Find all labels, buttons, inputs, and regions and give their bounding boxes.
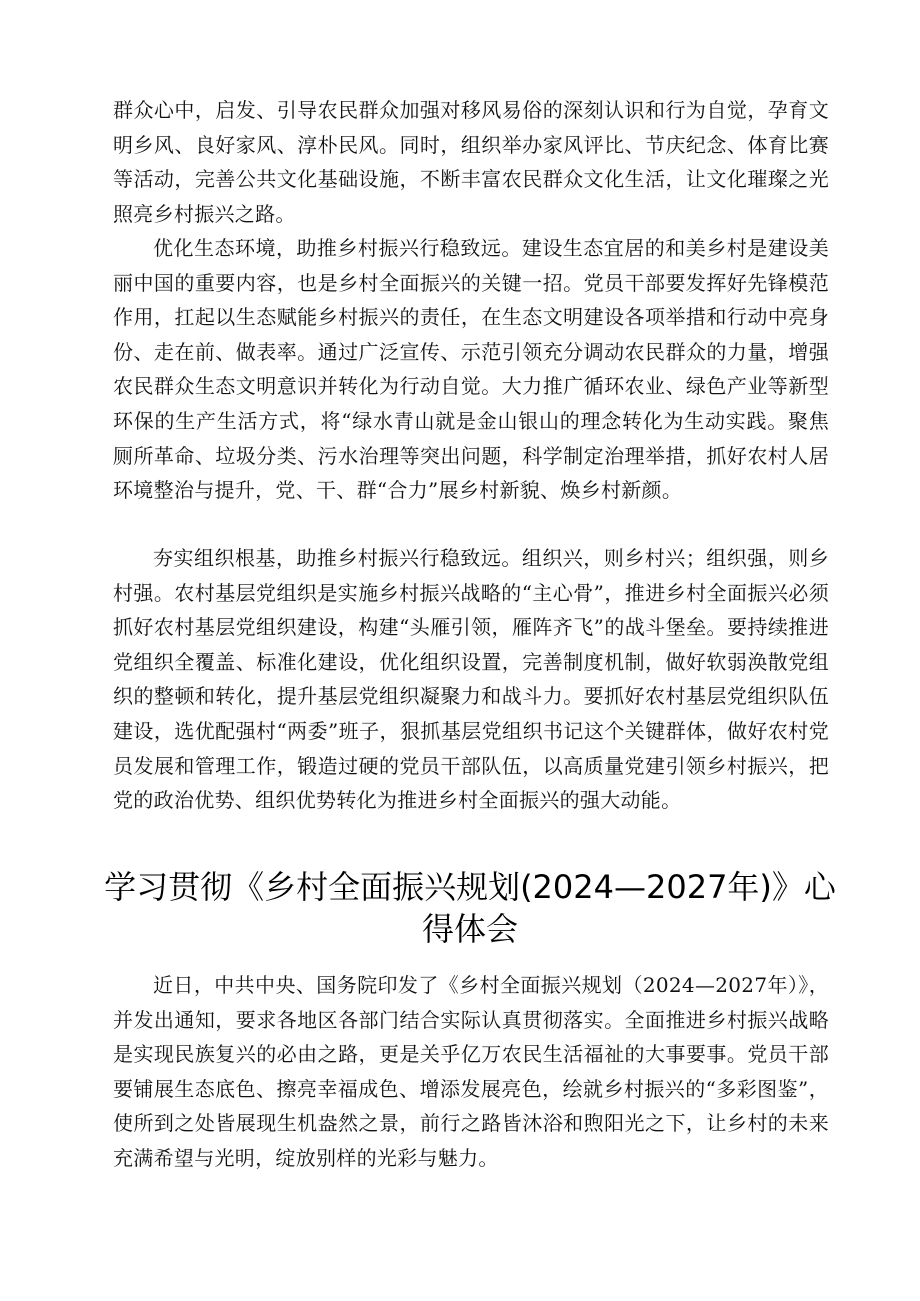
paragraph-culture-continued: 群众心中，启发、引导农民群众加强对移风易俗的深刻认识和行为自觉，孕育文明乡风、良好家风、淳朴民风。同时，组织举办家风评比、节庆纪念、体育比赛等活动，完善公共文化基础设施，不断丰富农民群众文化生活，让文化璀璨之光照亮乡村振兴之路。 (113, 98, 829, 226)
paragraph-ecology: 优化生态环境，助推乡村振兴行稳致远。建设生态宜居的和美乡村是建设美丽中国的重要内容，也是乡村全面振兴的关键一招。党员干部要发挥好先锋模范作用，扛起以生态赋能乡村振兴的责任，在生态文明建设各项举措和行动中亮身份、走在前、做表率。通过广泛宣传、示范引领充分调动农民群众的力量，增强农民群众生态文明意识并转化为行动自觉。大力推广循环农业、绿色产业等新型环保的生产生活方式，将“绿水青山就是金山银山的理念转化为生动实践。聚焦厕所革命、垃圾分类、污水治理等突出问题，科学制定治理举措，抓好农村人居环境整治与提升，党、干、群“合力”展乡村新貌、焕乡村新颜。 (113, 236, 829, 503)
paragraph-intro: 近日，中共中央、国务院印发了《乡村全面振兴规划（2024—2027年）》，并发出通知，要求各地区各部门结合实际认真贯彻落实。全面推进乡村振兴战略是实现民族复兴的必由之路，更是关乎亿万农民生活福祉的大事要事。党员干部要铺展生态底色、擦亮幸福成色、增添发展亮色，绘就乡村振兴的“多彩图鉴”，使所到之处皆展现生机盎然之景，前行之路皆沐浴和煦阳光之下，让乡村的未来充满希望与光明，绽放别样的光彩与魅力。 (113, 973, 829, 1170)
article-heading: 学习贯彻《乡村全面振兴规划(2024—2027年)》心得体会 (104, 868, 836, 948)
paragraph-organization: 夯实组织根基，助推乡村振兴行稳致远。组织兴，则乡村兴；组织强，则乡村强。农村基层党组织是实施乡村振兴战略的“主心骨”，推进乡村全面振兴必须抓好农村基层党组织建设，构建“头雁引领，雁阵齐飞”的战斗堡垒。要持续推进党组织全覆盖、标准化建设，优化组织设置，完善制度机制，做好软弱涣散党组织的整顿和转化，提升基层党组织凝聚力和战斗力。要抓好农村基层党组织队伍建设，选优配强村“两委”班子，狠抓基层党组织书记这个关键群体，做好农村党员发展和管理工作，锻造过硬的党员干部队伍，以高质量党建引领乡村振兴，把党的政治优势、组织优势转化为推进乡村全面振兴的强大动能。 (113, 546, 829, 813)
